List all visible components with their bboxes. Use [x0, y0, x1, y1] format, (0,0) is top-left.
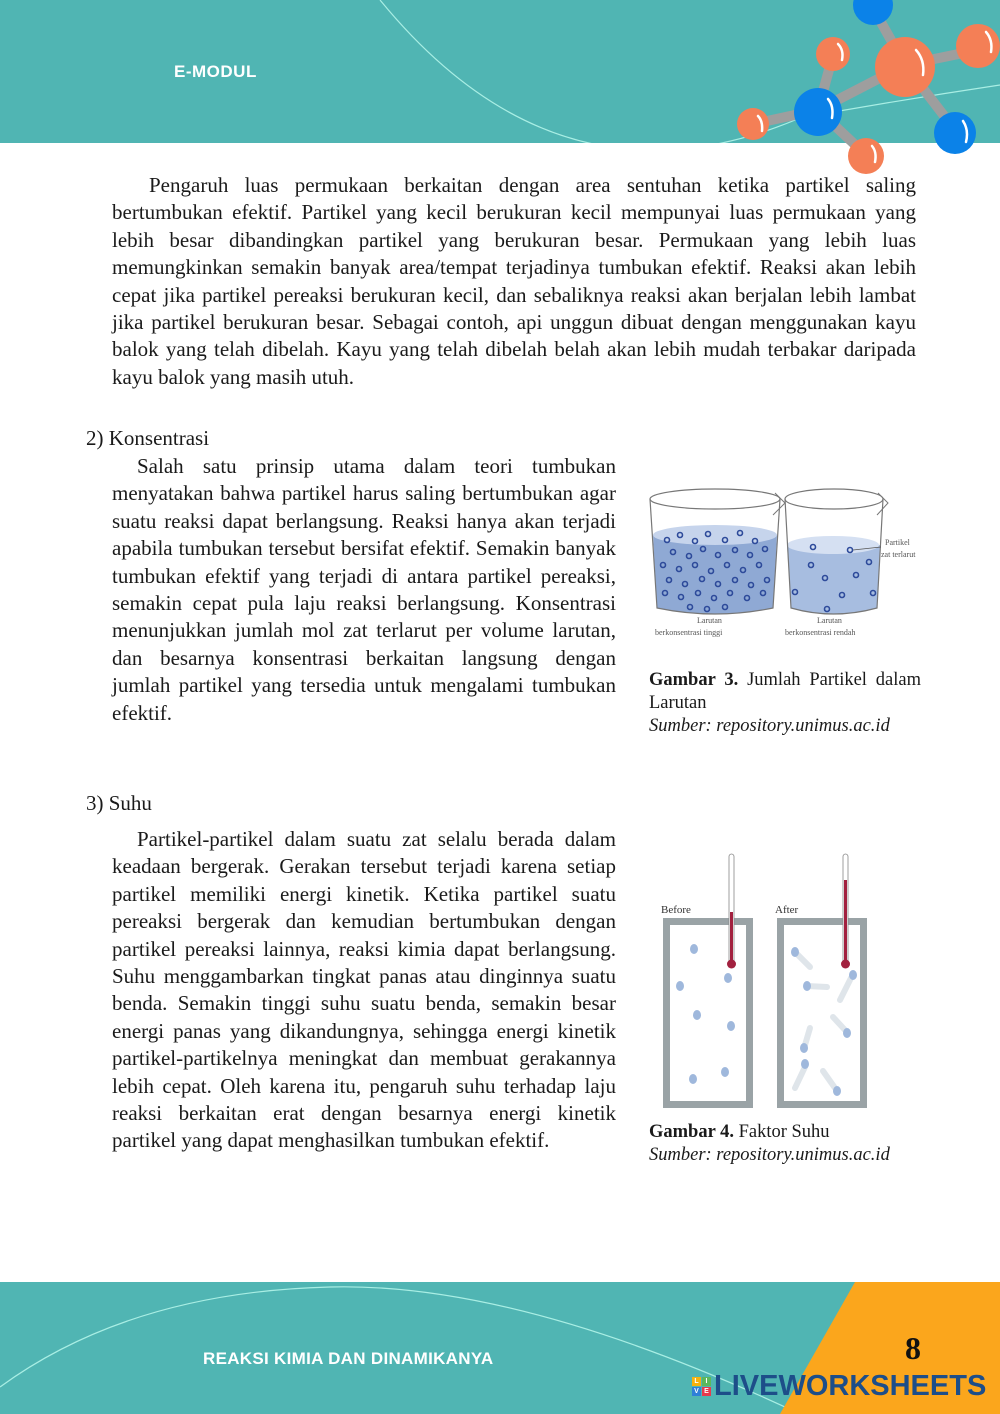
beaker-left-label-1: Larutan: [697, 616, 722, 625]
liveworksheets-watermark[interactable]: [692, 1370, 986, 1403]
beaker-high-concentration: [650, 489, 785, 637]
figure-3-caption-text: Jumlah Partikel dalam Larutan: [649, 670, 922, 713]
section-heading-suhu: 3) Suhu: [86, 791, 152, 815]
figure-4-temperature: [655, 850, 875, 1115]
liveworksheets-logo-icon: L I V E: [692, 1377, 711, 1396]
figure-4-caption: [649, 1121, 939, 1167]
before-label: Before: [661, 904, 691, 916]
intro-paragraph: Pengaruh luas permukaan berkaitan dengan area sentuhan ketika partikel saling bertumbukan efektif. Partikel yang kecil berukuran kecil mempunyai luas permukaan yang lebih besar dibandingkan partikel yang berukuran besar. Permukaan yang lebih luas memungkinkan semakin banyak area/tempat terjadinya tumbukan efektif. Reaksi akan lebih cepat jika partikel pereaksi berukuran kecil, dan sebaliknya reaksi akan berjalan lebih lambat jika partikel berukuran besar. Sebagai contoh, api unggun dibuat dengan menggunakan kayu balok yang telah dibelah. Kayu yang telah dibelah belah akan lebih mudah terbakar daripada kayu balok yang masih utuh.: [112, 173, 916, 389]
beaker-right-label-1: Larutan: [817, 616, 842, 625]
figure-3-caption-label: Gambar 3.: [649, 670, 739, 690]
page-number: 8: [905, 1330, 921, 1366]
page-footer: [0, 1282, 1000, 1414]
liveworksheets-text: LIVEWORKSHEETS: [714, 1370, 987, 1402]
container-after: [777, 918, 867, 1108]
konsentrasi-paragraph: Salah satu prinsip utama dalam teori tumbukan menyatakan bahwa partikel harus saling bertumbukan agar suatu reaksi dapat berlangsung. Reaksi hanya akan terjadi apabila tumbukan tersebut bersifat efektif. Semakin banyak tumbukan efektif yang terjadi di antara partikel pereaksi, semakin cepat pula laju reaksi berlangsung. Konsentrasi menunjukkan jumlah mol zat terlarut per volume larutan, dan besarnya konsentrasi berkaitan langsung dengan jumlah partikel yang tersedia untuk mengalami tumbukan efektif.: [112, 454, 616, 725]
beaker-left-label-2: berkonsentrasi tinggi: [655, 628, 723, 637]
container-before: [663, 918, 753, 1108]
header-title: E-MODUL: [174, 62, 257, 81]
suhu-paragraph: Partikel-partikel dalam suatu zat selalu berada dalam keadaan bergerak. Gerakan tersebut terjadi karena setiap partikel memiliki energi kinetik. Ketika partikel suatu pereaksi bergerak dan kemudian bertumbukan dengan partikel pereaksi lainnya, reaksi kimia dapat berlangsung. Suhu menggambarkan tingkat panas atau dinginnya suatu benda. Semakin tinggi suhu suatu benda, semakin besar energi panas yang dikandungnya, sehingga energi kinetik partikel-partikelnya meningkat dan membuat gerakannya lebih cepat. Oleh karena itu, pengaruh suhu terhadap laju reaksi berkaitan erat dengan besarnya energi kinetik partikel yang dapat menghasilkan tumbukan efektif.: [112, 827, 616, 1153]
figure-4-source: Sumber: repository.unimus.ac.id: [649, 1145, 890, 1165]
footer-title: REAKSI KIMIA DAN DINAMIKANYA: [203, 1349, 494, 1368]
figure-4-caption-label: Gambar 4.: [649, 1122, 734, 1142]
beaker-low-concentration: [785, 489, 916, 637]
section-heading-konsentrasi: 2) Konsentrasi: [86, 426, 210, 450]
pointer-label-1: Partikel: [885, 538, 910, 547]
figure-4-caption-text: Faktor Suhu: [733, 1122, 830, 1142]
after-label: After: [775, 904, 799, 916]
figure-3-caption: [649, 669, 921, 738]
figure-3-source: Sumber: repository.unimus.ac.id: [649, 716, 890, 736]
molecule-icon: [720, 0, 1000, 180]
pointer-label-2: zat terlarut: [881, 550, 916, 559]
beaker-right-label-2: berkonsentrasi rendah: [785, 628, 856, 637]
figure-3-beakers: [645, 485, 925, 645]
